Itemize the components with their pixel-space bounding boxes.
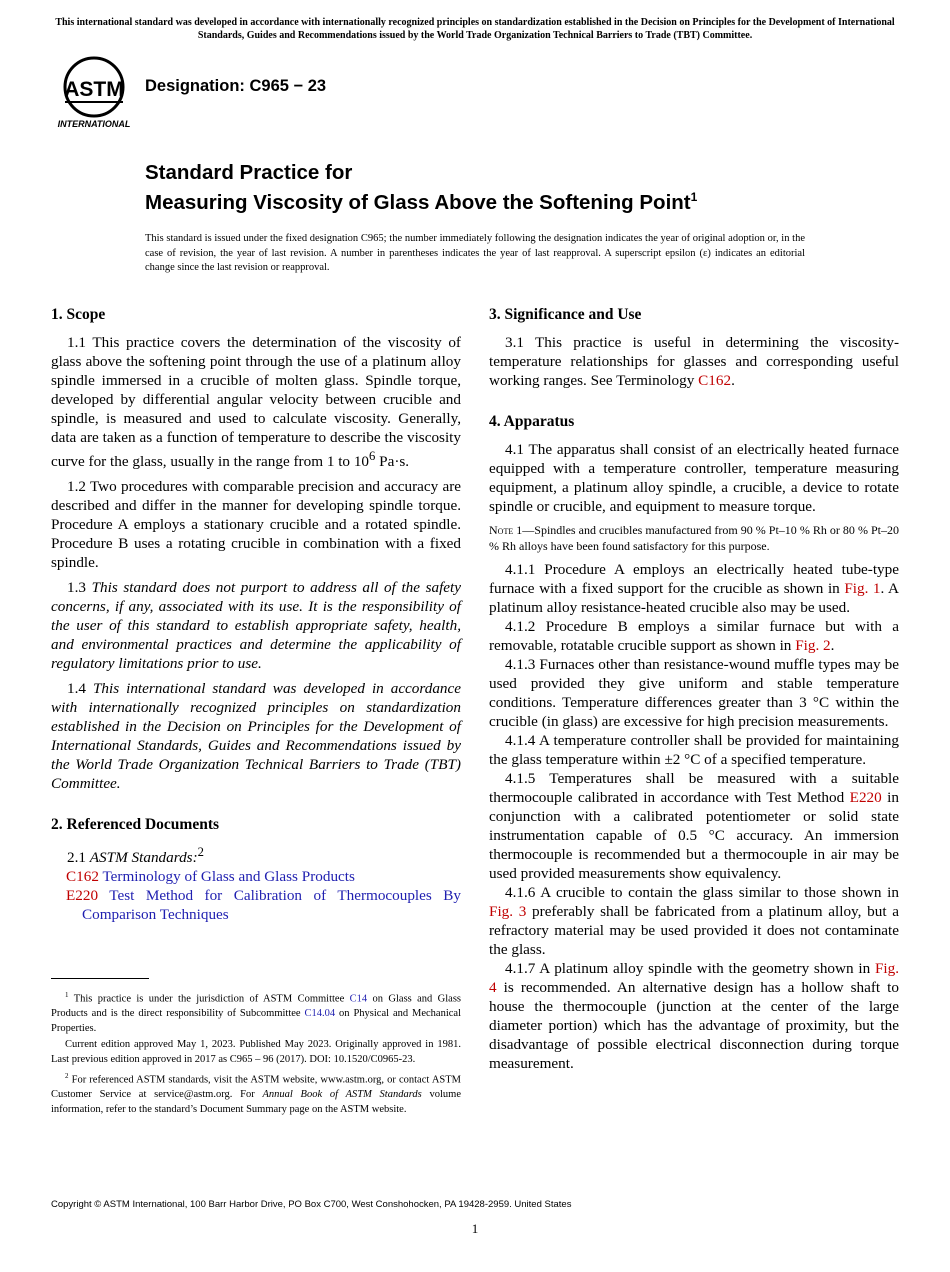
document-title bbox=[145, 160, 697, 215]
left-column bbox=[51, 305, 461, 924]
link-c14-04[interactable]: C14.04 bbox=[304, 1008, 336, 1019]
section-heading-referenced-documents: 2. Referenced Documents bbox=[51, 816, 220, 834]
link-e220[interactable]: E220 bbox=[849, 789, 882, 806]
footnote-1-edition: Current edition approved May 1, 2023. Published May 2023. Originally approved in 1981. Last previous edition approved in 2017 as C965 – 96 (2017). DOI: 10.1520/C0965-23. bbox=[51, 1039, 461, 1065]
link-c14[interactable]: C14 bbox=[349, 993, 368, 1005]
note-1: Note 1—Spindles and crucibles manufactured from 90 % Pt–10 % Rh or 80 % Pt–20 % Rh alloys have been found satisfactory for this purpose. bbox=[489, 523, 900, 553]
footnote-2: $^2$ For referenced ASTM standards, visit the ASTM website, www.astm.org, or contact ASTM Customer Service at service@astm.org. For Annual Book of ASTM Standards volume information, refer to the standard’s Document Summary page on the ASTM website. bbox=[51, 1072, 461, 1115]
title-line-1: Standard Practice for bbox=[145, 161, 353, 184]
right-column bbox=[489, 305, 899, 1073]
para-4-1-3: 4.1.3 Furnaces other than resistance-wound muffle types may be used provided they give uniform and stable temperature conditions. Temperature differences greater than 3 °C within the crucible (in glass) are excessive for high precision measurements. bbox=[489, 656, 899, 730]
issuance-note: This standard is issued under the fixed designation C965; the number immediately following the designation indicates the year of original adoption or, in the case of revision, the year of last revision. A number in parentheses indicates the year of last reapproval. A superscript epsilon (ε) indicates an editorial change since the last revision or reapproval. bbox=[145, 233, 805, 273]
para-4-1-2: 4.1.2 Procedure B employs a similar furnace but with a removable, rotatable crucible support as shown in Fig. 2. bbox=[489, 618, 899, 654]
reference-item-c162[interactable]: C162 Terminology of Glass and Glass Products bbox=[66, 868, 355, 886]
para-4-1-4: 4.1.4 A temperature controller shall be provided for maintaining the glass temperature within ±2 °C of a specified temperature. bbox=[489, 732, 899, 768]
para-1-1: 1.1 This practice covers the determination of the viscosity of glass above the softening point through the use of a platinum alloy spindle immersed in a crucible of molten glass. Spindle torque, developed by differential angular velocity between crucible and spindle, is measured and used to calculate viscosity. Generally, data are taken as a function of temperature to describe the viscosity curve for the glass, usually in the range from 1 to $10^6$ Pa·s. bbox=[51, 334, 461, 471]
para-1-4: 1.4 This international standard was developed in accordance with internationally recognized principles on standardization established in the Decision on Principles for the Development of International Standards, Guides and Recommendations issued by the World Trade Organization Technical Barriers to Trade (TBT) Committee. bbox=[51, 680, 462, 793]
logo-wordmark: INTERNATIONAL bbox=[57, 119, 131, 129]
link-fig-4[interactable]: Fig. 4 bbox=[489, 960, 899, 996]
reference-item-e220[interactable]: E220 Test Method for Calibration of Thermocouples By Comparison Techniques bbox=[66, 887, 461, 924]
link-fig-1[interactable]: Fig. 1 bbox=[844, 580, 881, 597]
para-4-1-5: 4.1.5 Temperatures shall be measured with a suitable thermocouple calibrated in accordance with Test Method E220 in conjunction with a calibrated potentiometer or solid state instrumentation capable of 0.5 °C accuracy. An immersion thermocouple is recommended but a thermocouple in air may be used provided measurements show equivalency. bbox=[489, 770, 899, 882]
footnotes bbox=[51, 988, 461, 1119]
page-number: 1 bbox=[471, 1221, 479, 1236]
footnote-1: $^1$ This practice is under the jurisdiction of ASTM Committee C14 on Glass and Glass Products and is the direct responsibility of Subcommittee C14.04 on Physical and Mechanical Properties. bbox=[51, 991, 462, 1034]
section-heading-scope: 1. Scope bbox=[51, 306, 106, 323]
logo-mark-text: ASTM bbox=[64, 78, 124, 101]
title-footnote-ref[interactable]: 1 bbox=[690, 190, 698, 204]
para-4-1-1: 4.1.1 Procedure A employs an electrically heated tube-type furnace with a fixed support for the crucible as shown in Fig. 1. A platinum alloy resistance-heated crucible also may be used. bbox=[489, 561, 899, 616]
copyright-line: Copyright © ASTM International, 100 Barr Harbor Drive, PO Box C700, West Conshohocken, PA 19428-2959. United States bbox=[51, 1199, 572, 1210]
astm-logo bbox=[52, 56, 136, 132]
para-4-1: 4.1 The apparatus shall consist of an electrically heated furnace equipped with a temperature controller, temperature measuring equipment, a platinum alloy spindle, a crucible, a device to rotate spindle or crucible, and equipment to measure torque. bbox=[489, 441, 899, 515]
section-heading-significance: 3. Significance and Use bbox=[489, 306, 642, 323]
link-c162[interactable]: C162 bbox=[698, 372, 732, 389]
para-1-2: 1.2 Two procedures with comparable precision and accuracy are described and differ in the manner for developing spindle torque. Procedure A employs a stationary crucible and a rotated spindle. Procedure B uses a rotating crucible in combination with a fixed spindle. bbox=[51, 478, 461, 572]
title-line-2: Measuring Viscosity of Glass Above the Softening Point$^1$ bbox=[145, 190, 698, 214]
para-4-1-6: 4.1.6 A crucible to contain the glass similar to those shown in Fig. 3 preferably shall be fabricated from a platinum alloy, but a refractory material may be used provided it does not contaminate the glass. bbox=[489, 884, 899, 958]
link-fig-2[interactable]: Fig. 2 bbox=[795, 637, 831, 654]
footnote-divider bbox=[51, 978, 149, 979]
section-heading-apparatus: 4. Apparatus bbox=[489, 413, 575, 430]
para-2-1: 2.1 ASTM Standards:$^2$ bbox=[67, 845, 204, 867]
designation: Designation: C965 − 23 bbox=[145, 77, 327, 95]
para-1-3: 1.3 This standard does not purport to address all of the safety concerns, if any, associated with its use. It is the responsibility of the user of this standard to establish appropriate safety, health, and environmental practices and determine the applicability of regulatory limitations prior to use. bbox=[51, 579, 462, 673]
para-4-1-7: 4.1.7 A platinum alloy spindle with the geometry shown in Fig. 4 is recommended. An alternative design has a hollow shaft to house the thermocouple (junction at the center of the large diameter portion) which has the advantage of proximity, but the disadvantage of possible electrical disconnection during torque measurement. bbox=[489, 960, 899, 1072]
para-3-1: 3.1 This practice is useful in determining the viscosity-temperature relationships for glasses and corresponding useful working ranges. See Terminology C162. bbox=[489, 334, 899, 389]
top-notice: This international standard was developed in accordance with internationally recognized principles on standardization established in the Decision on Principles for the Development of International Standards, Guides and Recommendations issued by the World Trade Organization Technical Barriers to Trade (TBT) Committee. bbox=[55, 17, 895, 41]
link-fig-3[interactable]: Fig. 3 bbox=[489, 903, 527, 920]
